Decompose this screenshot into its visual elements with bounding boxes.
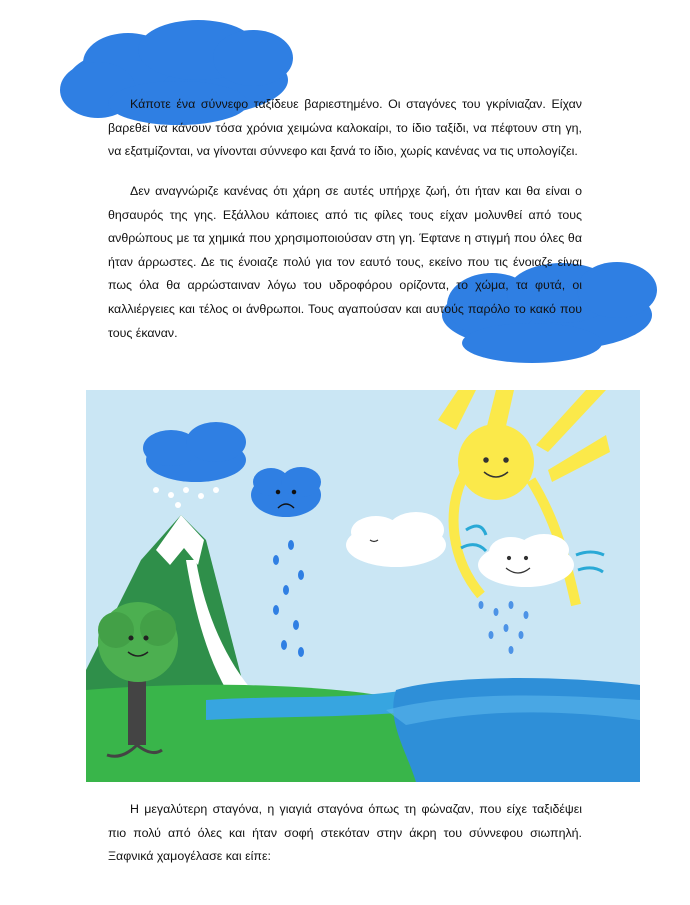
story-paragraph-1: Κάποτε ένα σύννεφο ταξίδευε βαριεστημένο. Οι σταγόνες του γκρίνιαζαν. Είχαν βαρεθεί να κάνουν τόσα χρόνια χειμώνα καλοκαίρι, το ίδιο ταξίδι, να πέφτουν στη γη, να εξατμίζονται, να γίνονται σύννεφο και ξανά το ίδιο, χωρίς κανένας να τις υπολογίζει. [108,97,582,159]
water-cycle-illustration [86,390,640,782]
lake [393,678,640,782]
story-paragraph-3: Η μεγαλύτερη σταγόνα, η γιαγιά σταγόνα όπως τη φώναζαν, που είχε ταξιδέψει πιο πολύ από όλες και ήταν σοφή στεκόταν στην άκρη του σύννεφου σιωπηλή. Ξαφνικά χαμογέλασε και είπε: [108,802,582,864]
story-paragraph-2: Δεν αναγνώριζε κανένας ότι χάρη σε αυτές υπήρχε ζωή, ότι ήταν και θα είναι ο θησαυρός της γης. Εξάλλου κάποιες από τις φίλες τους είχαν μολυνθεί από τους ανθρώπους με τα χημικά που χρησιμοποιούσαν στη γη. Έφτανε η στιγμή που όλες θα ήταν άρρωστες. Δε τις ένοιαζε πολύ για τον εαυτό τους, εκείνο που τις ένοιαζε είναι πως όλα θα αρρώσταιναν λόγω του υδροφόρου ορίζοντα, το χώμα, τα φυτά, οι καλλιέργειες και τέλος οι άνθρωποι. Τους αγαπούσαν και αυτούς παρόλο το κακό που τους έκαναν. [108,184,582,340]
sad-cloud [251,467,321,517]
white-cloud-center [346,512,446,567]
